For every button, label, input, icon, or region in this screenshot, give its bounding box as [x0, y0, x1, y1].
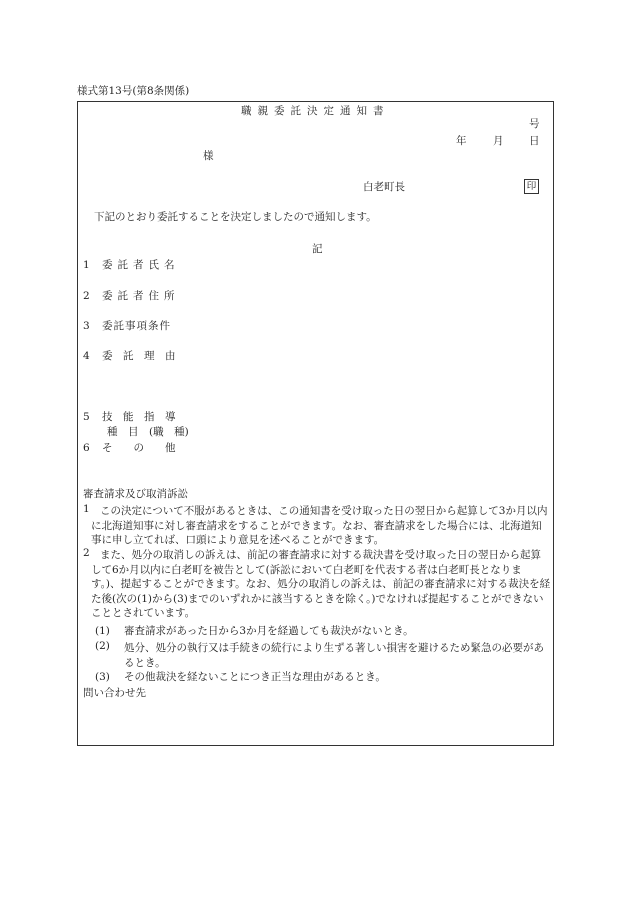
- date-day: 日: [529, 135, 540, 147]
- ki-heading: 記: [312, 243, 323, 255]
- appeal-p2-number: 2: [83, 547, 90, 559]
- item-label-other: そ の 他: [102, 442, 176, 454]
- item-label-skill: 技 能 指 導: [102, 411, 176, 423]
- item-number: 6: [83, 442, 90, 454]
- appeal-paragraph-2: また、処分の取消しの訴えは、前記の審査請求に対する裁決書を受け取った日の翌日から起算して6か月以内に白老町を被告として(訴訟において白老町を代表する者は白老町長となります。)、提起することができます。なお、処分の取消しの訴えは、前記の審査請求に対する裁決を経た後(次の(1)から(3)までのいずれかに該当するときを除く。)でなければ提起することができないこととされています。: [91, 549, 551, 620]
- appeal-sub-item: その他裁決を経ないことにつき正当な理由があるとき。: [124, 671, 386, 683]
- number-suffix: 号: [529, 118, 540, 130]
- issuer-name: 白老町長: [363, 181, 405, 193]
- item-number: 1: [83, 259, 90, 271]
- date-month: 月: [493, 135, 504, 147]
- appeal-sub-item: 処分、処分の執行又は手続きの続行により生ずる著しい損害を避けるため緊急の必要があるとき。: [124, 642, 544, 669]
- item-label-address: 委託者住所: [102, 290, 180, 302]
- document-title: 職親委託決定通知書: [241, 105, 390, 117]
- item-label-conditions: 委託事項条件: [102, 320, 171, 332]
- seal-text: 印: [524, 179, 539, 194]
- item-label-reason: 委 託 理 由: [102, 350, 176, 362]
- item-number: 4: [83, 350, 90, 362]
- seal-mark: [524, 179, 539, 194]
- item-sublabel-type: 種 目 (職 種): [107, 426, 189, 438]
- appeal-paragraph-1: この決定について不服があるときは、この通知書を受け取った日の翌日から起算して3か月以内に北海道知事に対し審査請求をすることができます。なお、審査請求をした場合には、北海道知事に申し立てれば、口頭により意見を述べることができます。: [91, 505, 548, 547]
- item-number: 3: [83, 320, 90, 332]
- appeal-heading: 審査請求及び取消訴訟: [83, 488, 188, 500]
- document-frame: [77, 101, 554, 746]
- appeal-sub-item: 審査請求があった日から3か月を経過しても裁決がないとき。: [124, 625, 414, 637]
- intro-text: 下記のとおり委託することを決定しましたので通知します。: [94, 211, 377, 223]
- item-number: 5: [83, 411, 90, 423]
- date-year: 年: [456, 135, 467, 147]
- appeal-sub-number: (2): [95, 640, 110, 652]
- addressee-suffix: 様: [203, 150, 214, 162]
- item-label-name: 委託者氏名: [102, 259, 180, 271]
- appeal-sub-number: (3): [95, 671, 110, 683]
- item-number: 2: [83, 290, 90, 302]
- appeal-sub-number: (1): [95, 625, 110, 637]
- contact-label: 問い合わせ先: [83, 687, 146, 699]
- appeal-p1-number: 1: [83, 503, 90, 515]
- form-label: 様式第13号(第8条関係): [77, 85, 190, 97]
